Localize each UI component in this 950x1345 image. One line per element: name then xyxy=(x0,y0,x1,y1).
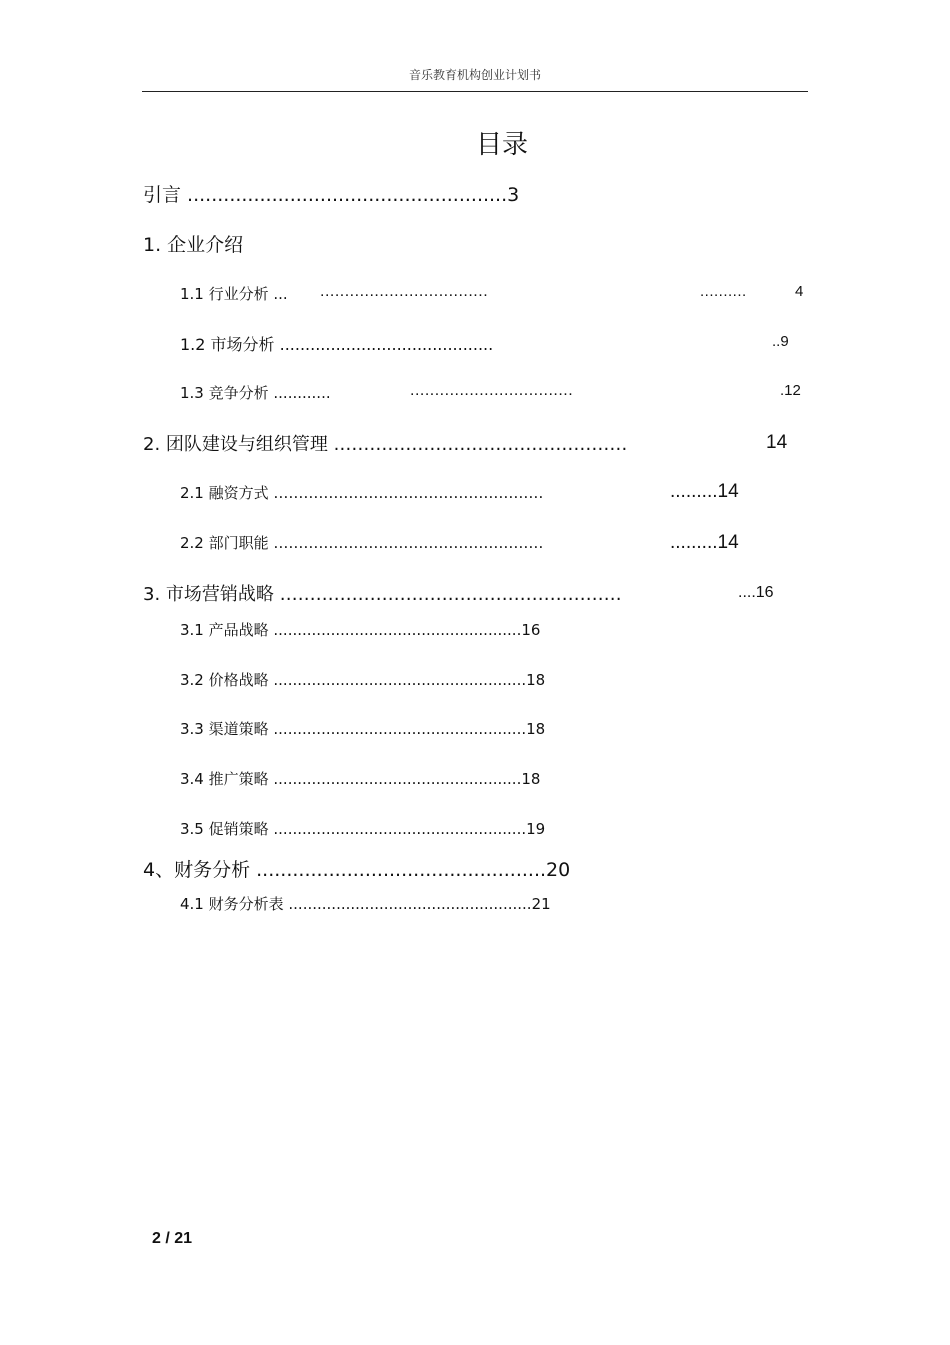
toc-page-number: ....16 xyxy=(738,584,774,601)
running-header: 音乐教育机构创业计划书 xyxy=(408,68,541,82)
toc-entry-label: 1.3 竞争分析 ............ xyxy=(180,384,331,402)
toc-entry-4-1[interactable]: 4.1 财务分析表 ...................................................21 xyxy=(180,895,551,913)
toc-entry-section-1[interactable]: 1. 企业介绍 xyxy=(143,234,244,256)
toc-entry-intro[interactable]: 引言 .....................................................3 xyxy=(143,184,520,206)
toc-entry-3-1[interactable]: 3.1 产品战略 ....................................................16 xyxy=(180,621,541,639)
toc-leader-dots: .......... xyxy=(700,283,747,300)
toc-page-number: 4 xyxy=(795,283,804,300)
page-indicator: 2 / 21 xyxy=(152,1230,193,1247)
toc-page-number: 14 xyxy=(766,432,788,453)
toc-page-number: .12 xyxy=(780,382,801,399)
toc-page-number: .........14 xyxy=(670,481,739,502)
toc-page-number: ..9 xyxy=(772,333,789,350)
toc-entry-label: 1.1 行业分析 ... xyxy=(180,285,288,303)
toc-entry-section-4[interactable]: 4、财务分析 ................................................20 xyxy=(143,859,571,881)
toc-entry-label: 2. 团队建设与组织管理 .………………………………………… xyxy=(143,434,628,455)
toc-title: 目录 xyxy=(475,130,528,160)
toc-entry-3-2[interactable]: 3.2 价格战略 .....................................................18 xyxy=(180,671,546,689)
toc-entry-3-3[interactable]: 3.3 渠道策略 .....................................................18 xyxy=(180,720,546,738)
toc-entry-label: 3. 市场营销战略 ………………………………………………… xyxy=(143,584,622,605)
toc-page-number: .........14 xyxy=(670,532,739,553)
toc-leader-dots: ................................. xyxy=(410,382,574,399)
toc-entry-3-4[interactable]: 3.4 推广策略 ....................................................18 xyxy=(180,770,541,788)
toc-entry-label: 1.2 市场分析 .......................................... xyxy=(180,335,494,354)
toc-entry-label: 2.1 融资方式 ……………………………………………… xyxy=(180,484,544,502)
toc-entry-3-5[interactable]: 3.5 促销策略 .....................................................19 xyxy=(180,820,546,838)
toc-entry-label: 2.2 部门职能 ……………………………………………… xyxy=(180,534,544,552)
header-divider xyxy=(142,91,808,92)
toc-leader-dots: .................................. xyxy=(320,283,489,300)
